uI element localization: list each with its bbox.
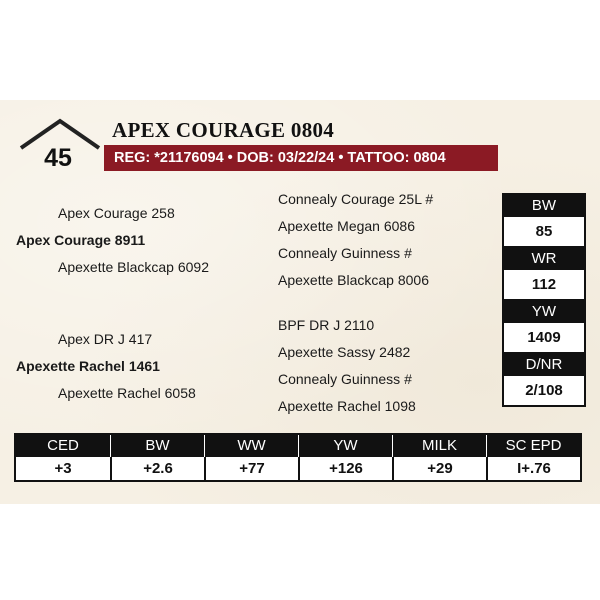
- epd-header-yw: YW: [298, 435, 392, 457]
- perf-value-bw: 85: [504, 217, 584, 248]
- pedigree-sire-sire: Apex Courage 258: [58, 205, 175, 221]
- epd-value-bw: +2.6: [110, 457, 204, 480]
- pedigree-sire-dam: Apexette Blackcap 6092: [58, 259, 209, 275]
- pedigree-sdd: Apexette Blackcap 8006: [278, 272, 429, 288]
- pedigree-sss: Connealy Courage 25L #: [278, 191, 434, 207]
- epd-header-milk: MILK: [392, 435, 486, 457]
- epd-header-ww: WW: [204, 435, 298, 457]
- pedigree-dam: Apexette Rachel 1461: [16, 358, 160, 374]
- perf-value-dnr: 2/108: [504, 376, 584, 405]
- epd-table: [14, 433, 582, 482]
- pedigree-dss: BPF DR J 2110: [278, 317, 375, 333]
- pedigree-dam-sire: Apex DR J 417: [58, 331, 153, 347]
- epd-value-ced: +3: [16, 457, 110, 480]
- epd-header-ced: CED: [16, 435, 110, 457]
- pedigree-ddd: Apexette Rachel 1098: [278, 398, 416, 414]
- epd-header-bw: BW: [110, 435, 204, 457]
- pedigree-dam-dam: Apexette Rachel 6058: [58, 385, 196, 401]
- epd-header-sc: SC EPD: [486, 435, 580, 457]
- animal-name: APEX COURAGE 0804: [112, 118, 335, 142]
- performance-table: [502, 193, 586, 407]
- lot-number: 45: [44, 144, 72, 172]
- epd-value-sc: I+.76: [486, 457, 580, 480]
- pedigree-sire: Apex Courage 8911: [16, 232, 146, 248]
- registration-bar: REG: *21176094 • DOB: 03/22/24 • TATTOO: 0804: [104, 145, 498, 171]
- epd-value-milk: +29: [392, 457, 486, 480]
- pedigree-sds: Connealy Guinness #: [278, 245, 412, 261]
- perf-value-yw: 1409: [504, 323, 584, 354]
- perf-label-dnr: D/NR: [504, 354, 584, 376]
- pedigree-dsd: Apexette Sassy 2482: [278, 344, 411, 360]
- epd-value-ww: +77: [204, 457, 298, 480]
- pedigree-ssd: Apexette Megan 6086: [278, 218, 415, 234]
- pedigree-dds: Connealy Guinness #: [278, 371, 412, 387]
- perf-label-wr: WR: [504, 248, 584, 270]
- perf-label-bw: BW: [504, 195, 584, 217]
- perf-label-yw: YW: [504, 301, 584, 323]
- epd-value-yw: +126: [298, 457, 392, 480]
- perf-value-wr: 112: [504, 270, 584, 301]
